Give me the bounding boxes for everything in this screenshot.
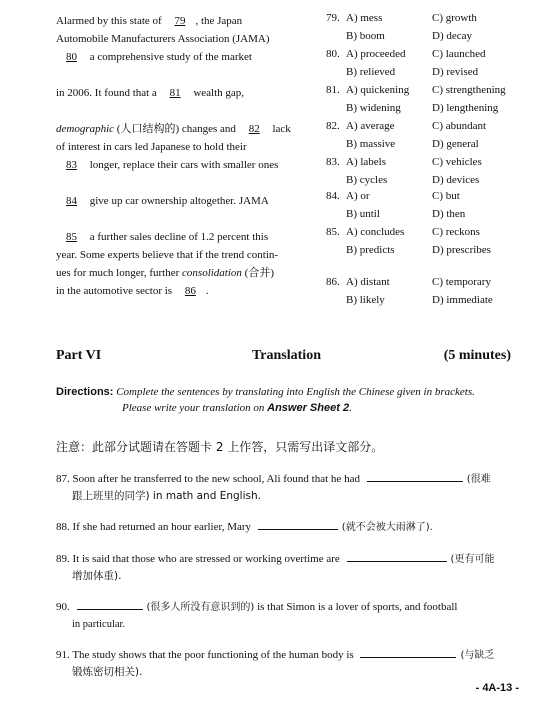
option-a: A) mess: [346, 12, 383, 24]
answer-blank[interactable]: [367, 470, 463, 482]
option-d: D) lengthening: [432, 102, 499, 114]
chinese-prompt: (很多人所没有意识到的): [146, 602, 255, 613]
blank-86: 86: [184, 285, 196, 297]
passage-text: (合并): [241, 267, 274, 279]
passage-text: consolidation: [182, 267, 242, 279]
passage-text: a further sales decline of 1.2 percent this: [87, 231, 269, 243]
question-continuation: 增加体重).: [72, 570, 122, 582]
option-number: 84.: [326, 190, 340, 202]
passage-text: (人口结构的) changes and: [114, 123, 239, 135]
directions-line2-end: .: [349, 402, 352, 414]
option-a: A) labels: [346, 156, 387, 168]
question-number: 87.: [56, 473, 73, 485]
option-b: B) relieved: [346, 66, 396, 78]
passage-text: demographic: [56, 123, 115, 135]
option-b: B) widening: [346, 102, 401, 114]
passage-text: , the Japan: [195, 15, 243, 27]
passage-line: [56, 48, 296, 66]
section-time: (5 minutes): [443, 348, 511, 363]
answer-blank[interactable]: [258, 518, 338, 530]
option-b: B) predicts: [346, 244, 395, 256]
passage-text: a comprehensive study of the market: [87, 51, 252, 63]
passage-text: wealth gap,: [190, 87, 245, 99]
question-text: The study shows that the poor functioning of the human body is: [72, 649, 357, 661]
question-text: Soon after he transferred to the new school, Ali found that he had: [72, 473, 363, 485]
passage-text: give up car ownership altogether. JAMA: [87, 195, 269, 207]
answer-blank[interactable]: [360, 646, 456, 658]
option-number: 79.: [326, 12, 340, 24]
passage-line: [56, 264, 296, 282]
question-90: [56, 598, 516, 633]
option-a: A) concludes: [346, 226, 405, 238]
option-b: B) massive: [346, 138, 396, 150]
passage-line: [56, 30, 296, 48]
answer-blank[interactable]: [77, 598, 143, 610]
directions-line2: Please write your translation on: [122, 402, 268, 414]
option-d: D) immediate: [432, 294, 493, 306]
passage-text: year. Some experts believe that if the trend contin-: [56, 249, 279, 261]
question-88: [56, 518, 516, 536]
option-c: C) abundant: [432, 120, 487, 132]
directions-line1: Complete the sentences by translating into English the Chinese given in brackets.: [116, 386, 475, 398]
blank-81: 81: [169, 87, 181, 99]
directions: [56, 384, 516, 416]
option-c: C) vehicles: [432, 156, 482, 168]
option-d: D) then: [432, 208, 466, 220]
answer-blank[interactable]: [347, 550, 447, 562]
chinese-prompt: (很难: [466, 474, 491, 485]
passage-text: in 2006. It found that a: [56, 87, 160, 99]
option-c: C) reckons: [432, 226, 480, 238]
cloze-passage: [56, 12, 296, 300]
page-number: - 4A-13 -: [475, 682, 519, 694]
directions-label: Directions:: [56, 386, 114, 398]
blank-80: 80: [66, 51, 77, 63]
option-a: A) quickening: [346, 84, 410, 96]
question-number: 89.: [56, 553, 73, 565]
blank-84: 84: [66, 195, 77, 207]
option-c: C) strengthening: [432, 84, 506, 96]
option-b: B) likely: [346, 294, 385, 306]
passage-line: [56, 84, 296, 102]
option-number: 85.: [326, 226, 340, 238]
chinese-prompt: (就不会被大雨淋了).: [341, 522, 433, 533]
question-continuation: 跟上班里的同学) in math and English.: [72, 490, 261, 502]
option-b: B) boom: [346, 30, 385, 42]
passage-line: [56, 246, 296, 264]
question-89: [56, 550, 516, 585]
chinese-prompt: (更有可能: [450, 554, 495, 565]
option-number: 80.: [326, 48, 340, 60]
option-number: 82.: [326, 120, 340, 132]
passage-line: [56, 228, 296, 246]
option-d: D) prescribes: [432, 244, 491, 256]
option-d: D) revised: [432, 66, 479, 78]
passage-line: [56, 12, 296, 30]
option-d: D) devices: [432, 174, 480, 186]
option-a: A) distant: [346, 276, 390, 288]
option-a: A) proceeded: [346, 48, 406, 60]
chinese-prompt: (与缺乏: [460, 650, 495, 661]
passage-line: [56, 192, 296, 210]
option-d: D) general: [432, 138, 479, 150]
passage-text: Automobile Manufacturers Association (JAMA): [56, 33, 270, 45]
passage-text: ues for much longer, further: [56, 267, 183, 279]
instruction-note: 注意：此部分试题请在答题卡 2 上作答，只需写出译文部分。: [56, 440, 384, 454]
passage-text: .: [205, 285, 209, 297]
option-c: C) temporary: [432, 276, 491, 288]
option-number: 81.: [326, 84, 340, 96]
passage-line: [56, 138, 296, 156]
passage-line: [56, 156, 296, 174]
option-b: B) until: [346, 208, 380, 220]
question-number: 88.: [56, 521, 73, 533]
question-text: It is said that those who are stressed or working overtime are: [72, 553, 343, 565]
passage-text: lack: [269, 123, 291, 135]
blank-82: 82: [248, 123, 260, 135]
blank-85: 85: [66, 231, 77, 243]
option-number: 86.: [326, 276, 340, 288]
section-title: Translation: [252, 348, 321, 363]
question-continuation: in particular.: [72, 619, 126, 630]
passage-line: [56, 120, 296, 138]
part-label: Part VI: [56, 348, 102, 363]
passage-text: longer, replace their cars with smaller ones: [87, 159, 279, 171]
question-text: is that Simon is a lover of sports, and football: [254, 601, 458, 613]
option-c: C) growth: [432, 12, 477, 24]
option-number: 83.: [326, 156, 340, 168]
option-c: C) launched: [432, 48, 486, 60]
question-continuation: 锻炼密切相关).: [72, 666, 143, 678]
question-87: [56, 470, 516, 505]
option-a: A) or: [346, 190, 370, 202]
question-number: 91.: [56, 649, 73, 661]
option-b: B) cycles: [346, 174, 388, 186]
option-d: D) decay: [432, 30, 473, 42]
question-91: [56, 646, 516, 681]
passage-text: in the automotive sector is: [56, 285, 175, 297]
passage-text: Alarmed by this state of: [56, 15, 165, 27]
blank-83: 83: [66, 159, 77, 171]
option-c: C) but: [432, 190, 460, 202]
question-text: If she had returned an hour earlier, Mary: [72, 521, 254, 533]
question-number: 90.: [56, 601, 73, 613]
blank-79: 79: [174, 15, 186, 27]
passage-text: of interest in cars led Japanese to hold their: [56, 141, 247, 153]
passage-line: [56, 282, 296, 300]
answer-sheet-ref: Answer Sheet 2: [267, 402, 350, 414]
option-a: A) average: [346, 120, 395, 132]
